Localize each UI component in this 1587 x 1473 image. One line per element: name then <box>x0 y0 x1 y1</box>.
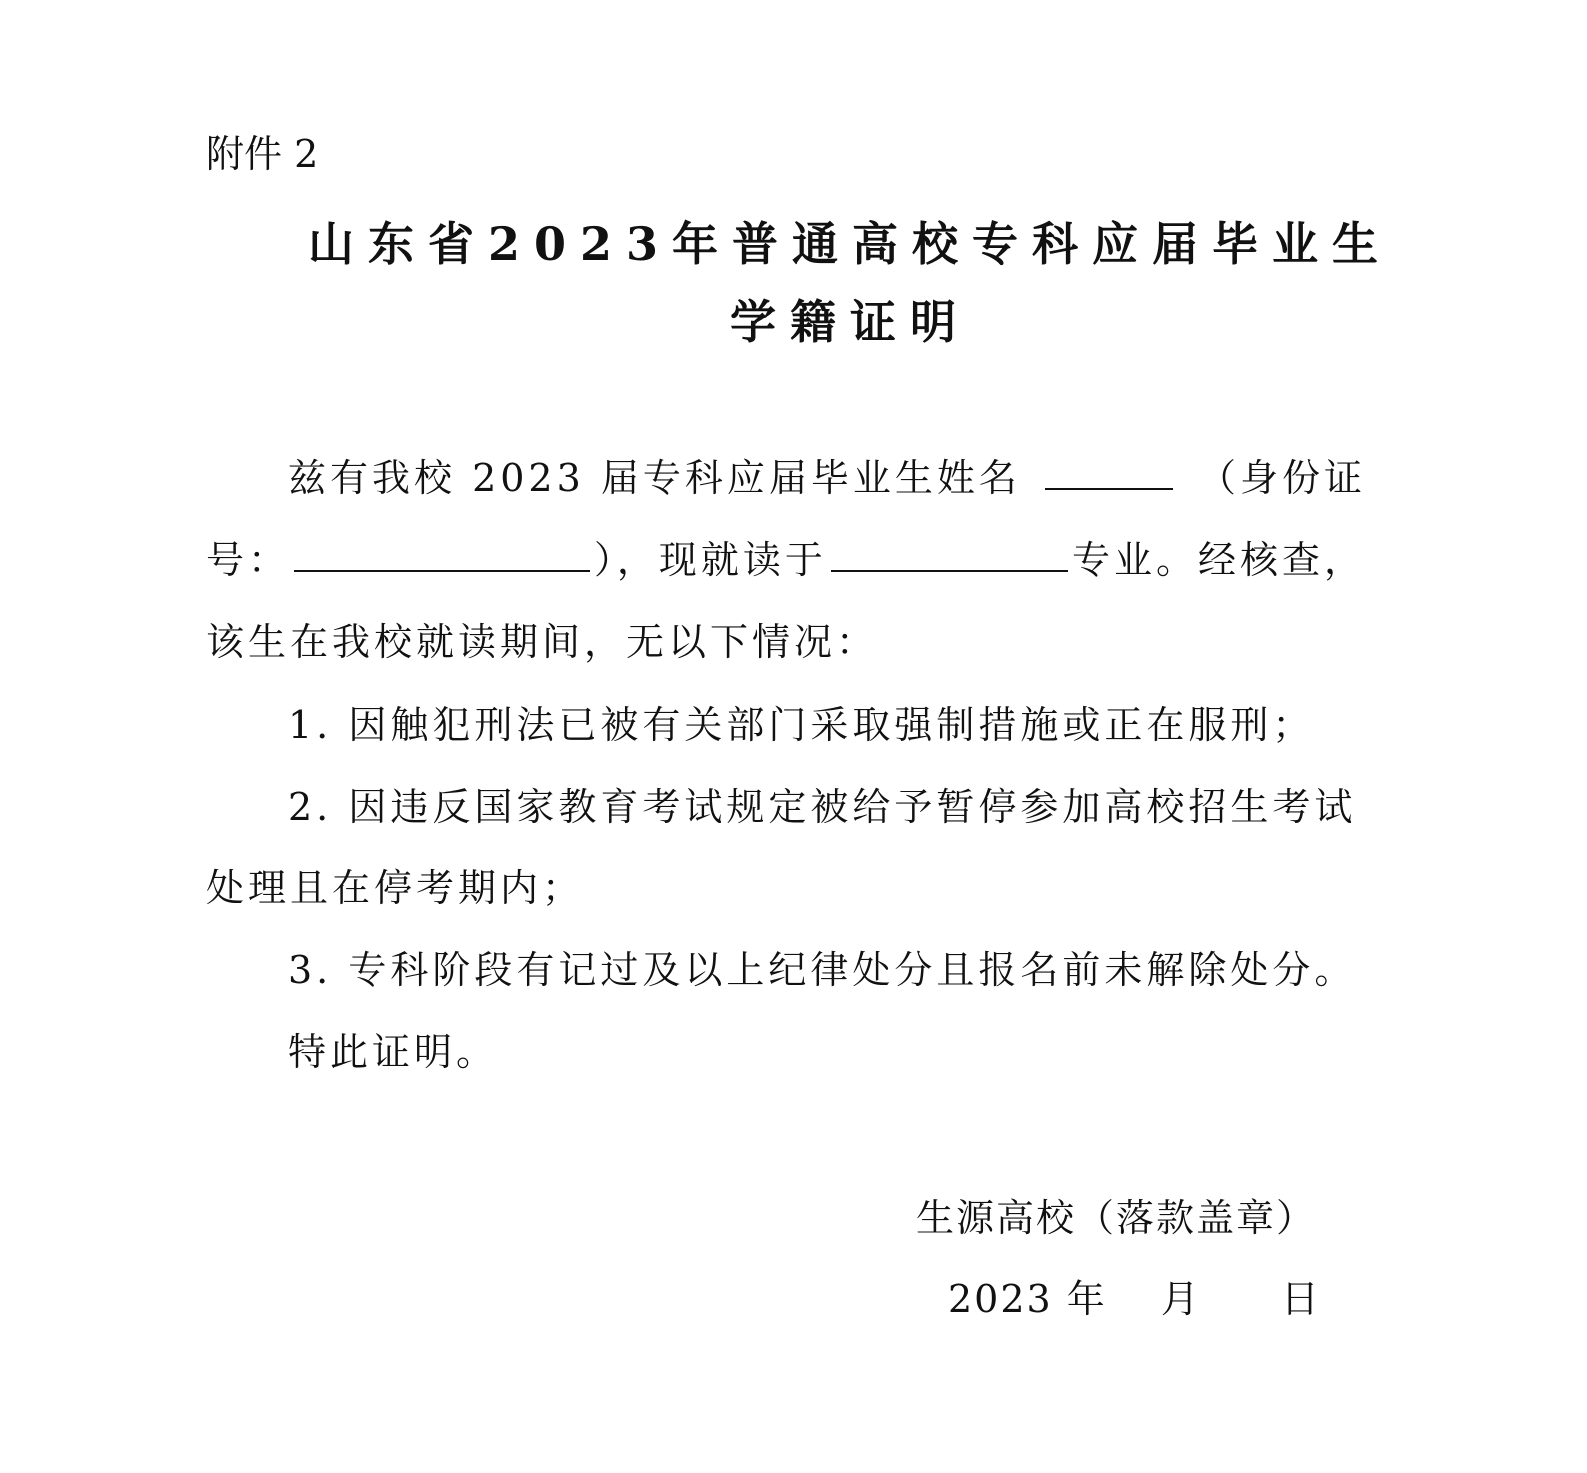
id-label-end: 号： <box>206 538 291 582</box>
closing-text: 特此证明。 <box>288 1030 499 1074</box>
id-number-blank <box>294 532 590 572</box>
paragraph1-line1 <box>288 450 1366 506</box>
condition-item-2-cont: 处理且在停考期内； <box>206 866 585 910</box>
document-title-line1: 山东省2023年普通高校专科应届毕业生 <box>307 217 1393 271</box>
document-title-line2: 学籍证明 <box>730 295 970 349</box>
condition-item-2: 2. 因违反国家教育考试规定被给予暂停参加高校招生考试 <box>288 785 1357 829</box>
paragraph1-line2 <box>206 532 1366 588</box>
condition-item-3: 3. 专科阶段有记过及以上纪律处分且报名前未解除处分。 <box>288 948 1357 992</box>
id-label-start: （身份证 <box>1197 456 1366 500</box>
name-blank <box>1045 450 1173 490</box>
verified-text: 专业。经核查， <box>1071 538 1366 582</box>
major-blank <box>831 532 1068 572</box>
intro-text: 兹有我校 2023 届专科应届毕业生姓名 <box>288 456 1021 500</box>
enrolled-text: ），现就读于 <box>593 538 827 582</box>
signature-date: 2023 年 月 日 <box>948 1277 1321 1321</box>
signature-org: 生源高校（落款盖章） <box>916 1196 1317 1240</box>
attachment-label: 附件 2 <box>206 132 319 176</box>
paragraph1-line3: 该生在我校就读期间，无以下情况： <box>206 620 879 664</box>
condition-item-1: 1. 因触犯刑法已被有关部门采取强制措施或正在服刑； <box>288 703 1315 747</box>
